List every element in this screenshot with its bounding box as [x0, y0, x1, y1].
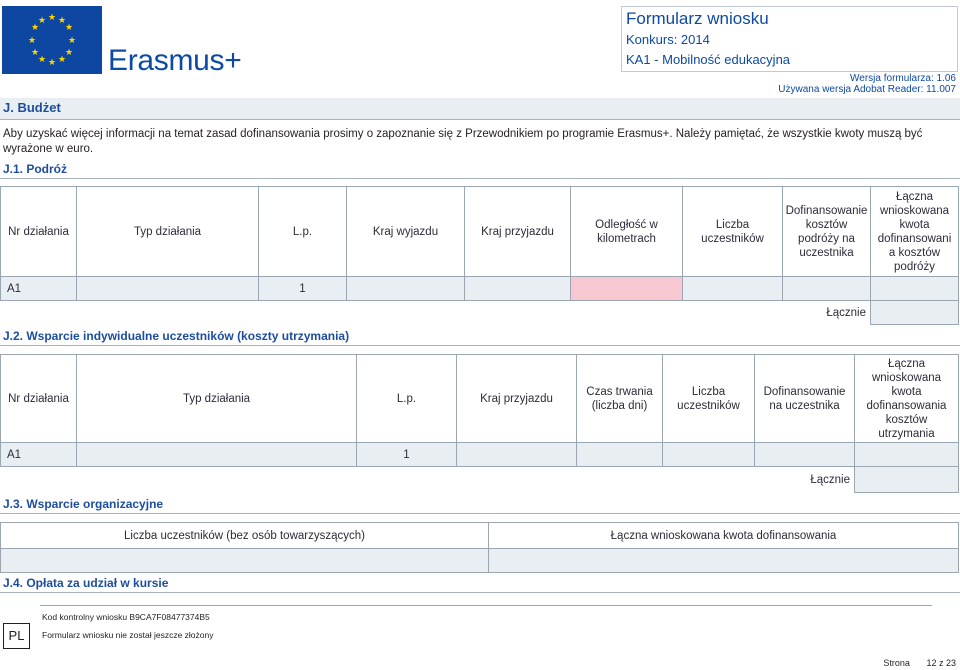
svg-text:★: ★: [30, 23, 40, 33]
konkurs-label: Konkurs: 2014: [626, 32, 710, 47]
activity-type-field[interactable]: [77, 277, 259, 301]
intro-text: Aby uzyskać więcej informacji na temat zasad dofinansowania prosimy o zapoznanie się z Przewodnikiem po programie Erasmus+. Należy pamiętać, że wszystkie kwoty muszą być wyrażone w euro.: [3, 128, 923, 155]
j1-header-cell: Kraj przyjazdu: [465, 187, 571, 277]
svg-text:★: ★: [30, 48, 40, 58]
j3-participants-field[interactable]: [1, 549, 489, 573]
j3-header-cell: Liczba uczestników (bez osób towarzyszących): [1, 523, 489, 549]
j2-total-value[interactable]: [855, 467, 959, 493]
j1-header-cell: Typ działania: [77, 187, 259, 277]
control-code: Kod kontrolny wniosku B9CA7F08477374B5: [42, 612, 210, 622]
arrival-country-field[interactable]: [457, 443, 577, 467]
j1-header-cell: Nr działania: [1, 187, 77, 277]
submission-status: Formularz wniosku nie został jeszcze złożony: [42, 630, 214, 640]
svg-text:★: ★: [37, 16, 47, 26]
j2-title-bar: [0, 326, 960, 346]
j3-title: J.3. Wsparcie organizacyjne: [3, 497, 164, 511]
svg-text:★: ★: [57, 16, 67, 26]
j2-header-cell: Łączna wnioskowana kwota dofinansowania kosztów utrzymania: [855, 355, 959, 443]
j2-total-row: [1, 467, 959, 493]
j2-header-cell: L.p.: [357, 355, 457, 443]
grant-per-participant-field[interactable]: [755, 443, 855, 467]
j1-total-value[interactable]: [871, 301, 959, 325]
j3-header-row: [1, 523, 959, 549]
subsistence-total-field[interactable]: [855, 443, 959, 467]
activity-number-cell: A1: [1, 443, 77, 467]
j2-header-row: [1, 355, 959, 443]
j1-header-cell: L.p.: [259, 187, 347, 277]
j3-header-cell: Łączna wnioskowana kwota dofinansowania: [489, 523, 959, 549]
row-number-cell: 1: [357, 443, 457, 467]
j4-title: J.4. Opłata za udział w kursie: [3, 576, 169, 590]
svg-text:★: ★: [47, 58, 57, 68]
eu-flag-logo: [2, 6, 102, 74]
departure-country-field[interactable]: [347, 277, 465, 301]
j3-organisational-table: [0, 522, 959, 573]
activity-type-field[interactable]: [77, 443, 357, 467]
travel-grant-field[interactable]: [783, 277, 871, 301]
j4-title-bar: [0, 573, 960, 593]
j2-header-cell: Liczba uczestników: [663, 355, 755, 443]
travel-total-field[interactable]: [871, 277, 959, 301]
j2-title: J.2. Wsparcie indywidualne uczestników (koszty utrzymania): [3, 329, 350, 343]
svg-text:★: ★: [47, 13, 57, 23]
table-row: [1, 443, 959, 467]
j1-header-cell: Odległość w kilometrach: [571, 187, 683, 277]
participants-field[interactable]: [683, 277, 783, 301]
participants-field[interactable]: [663, 443, 755, 467]
arrival-country-field[interactable]: [465, 277, 571, 301]
svg-text:★: ★: [64, 23, 74, 33]
j3-title-bar: [0, 494, 960, 514]
form-version: Wersja formularza: 1.06: [850, 73, 956, 84]
svg-text:★: ★: [27, 36, 37, 46]
j1-header-cell: Kraj wyjazdu: [347, 187, 465, 277]
j2-header-cell: Dofinansowanie na uczestnika: [755, 355, 855, 443]
svg-text:★: ★: [67, 36, 77, 46]
duration-days-field[interactable]: [577, 443, 663, 467]
j1-header-cell: Liczba uczestników: [683, 187, 783, 277]
form-info-box: [621, 6, 958, 72]
language-badge: PL: [3, 623, 30, 649]
section-title: J. Budżet: [3, 100, 61, 115]
page-label: Strona: [883, 658, 910, 668]
j2-header-cell: Nr działania: [1, 355, 77, 443]
j2-header-cell: Czas trwania (liczba dni): [577, 355, 663, 443]
page-number: 12 z 23: [926, 658, 956, 668]
reader-version: Używana wersja Adobat Reader: 11.007: [778, 84, 956, 95]
form-title: Formularz wniosku: [626, 9, 769, 28]
svg-text:★: ★: [64, 48, 74, 58]
row-number-cell: 1: [259, 277, 347, 301]
j2-subsistence-table: [0, 354, 959, 493]
svg-text:★: ★: [57, 55, 67, 65]
distance-field[interactable]: [571, 277, 683, 301]
j2-header-cell: Typ działania: [77, 355, 357, 443]
erasmus-logo-text: Erasmus+: [108, 44, 242, 77]
section-title-bar: [0, 98, 960, 120]
table-row: [1, 549, 959, 573]
j1-total-row: [1, 301, 959, 325]
j1-header-cell: Dofinansowanie kosztów podróży na uczestnika: [783, 187, 871, 277]
j1-header-cell: Łączna wnioskowana kwota dofinansowani a kosztów podróży: [871, 187, 959, 277]
eu-stars-icon: [2, 6, 102, 74]
j1-header-row: [1, 187, 959, 277]
svg-text:★: ★: [37, 55, 47, 65]
page-indicator: [869, 658, 956, 668]
j1-travel-table: [0, 186, 959, 325]
action-label: KA1 - Mobilność edukacyjna: [626, 52, 791, 67]
footer-divider: [40, 605, 932, 606]
j3-total-grant-field[interactable]: [489, 549, 959, 573]
table-row: [1, 277, 959, 301]
j1-title: J.1. Podróż: [3, 162, 68, 176]
j2-total-label: Łącznie: [810, 473, 850, 486]
j2-header-cell: Kraj przyjazdu: [457, 355, 577, 443]
activity-number-cell: A1: [1, 277, 77, 301]
version-info: [778, 73, 956, 95]
j1-total-label: Łącznie: [826, 306, 866, 319]
j1-title-bar: [0, 159, 960, 179]
